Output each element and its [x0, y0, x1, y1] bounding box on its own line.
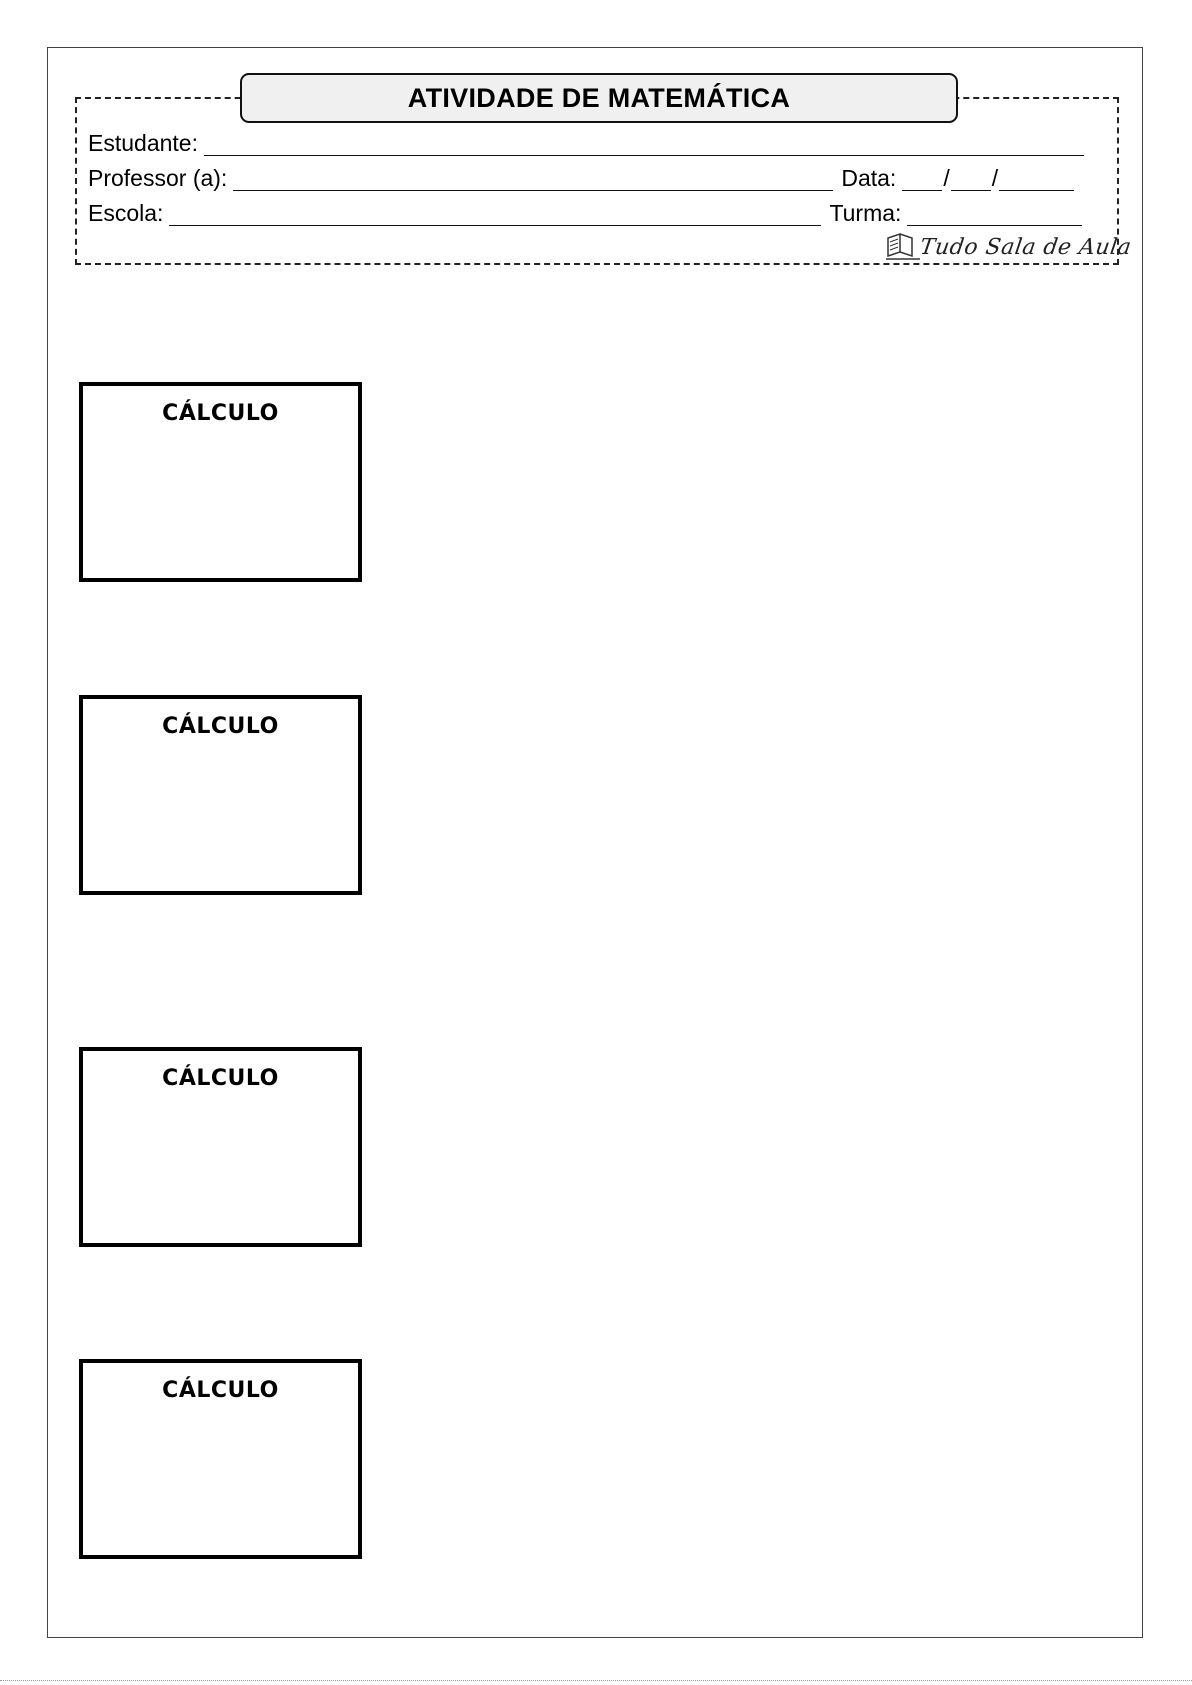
school-label: Escola: [88, 200, 164, 226]
date-day-field[interactable] [902, 168, 942, 191]
calc-box[interactable] [79, 382, 362, 582]
book-icon [886, 230, 920, 260]
calc-box-label: CÁLCULO [162, 401, 279, 426]
calc-box[interactable] [79, 1047, 362, 1247]
calc-box[interactable] [79, 1359, 362, 1559]
brand-logo [886, 228, 1134, 260]
calc-box-label: CÁLCULO [162, 1066, 279, 1091]
school-field[interactable] [169, 203, 821, 226]
class-label: Turma: [829, 200, 902, 226]
student-label: Estudante: [88, 130, 198, 156]
teacher-field[interactable] [233, 168, 833, 191]
student-row [88, 126, 1084, 156]
calc-box-label: CÁLCULO [162, 1378, 279, 1403]
student-field[interactable] [204, 133, 1084, 156]
class-field[interactable] [907, 203, 1082, 226]
teacher-label: Professor (a): [88, 165, 228, 191]
date-month-field[interactable] [951, 168, 991, 191]
date-field[interactable] [902, 165, 1074, 191]
date-separator: / [991, 165, 999, 191]
date-separator: / [943, 165, 950, 191]
calc-box[interactable] [79, 695, 362, 895]
page-title: ATIVIDADE DE MATEMÁTICA [240, 73, 958, 123]
brand-text: Tudo Sala de Aula [918, 235, 1134, 260]
date-label: Data: [841, 165, 897, 191]
page-bottom-edge [0, 1680, 1192, 1681]
teacher-row [88, 161, 1074, 191]
date-year-field[interactable] [999, 168, 1074, 191]
school-row [88, 196, 1082, 226]
calc-box-label: CÁLCULO [162, 714, 279, 739]
